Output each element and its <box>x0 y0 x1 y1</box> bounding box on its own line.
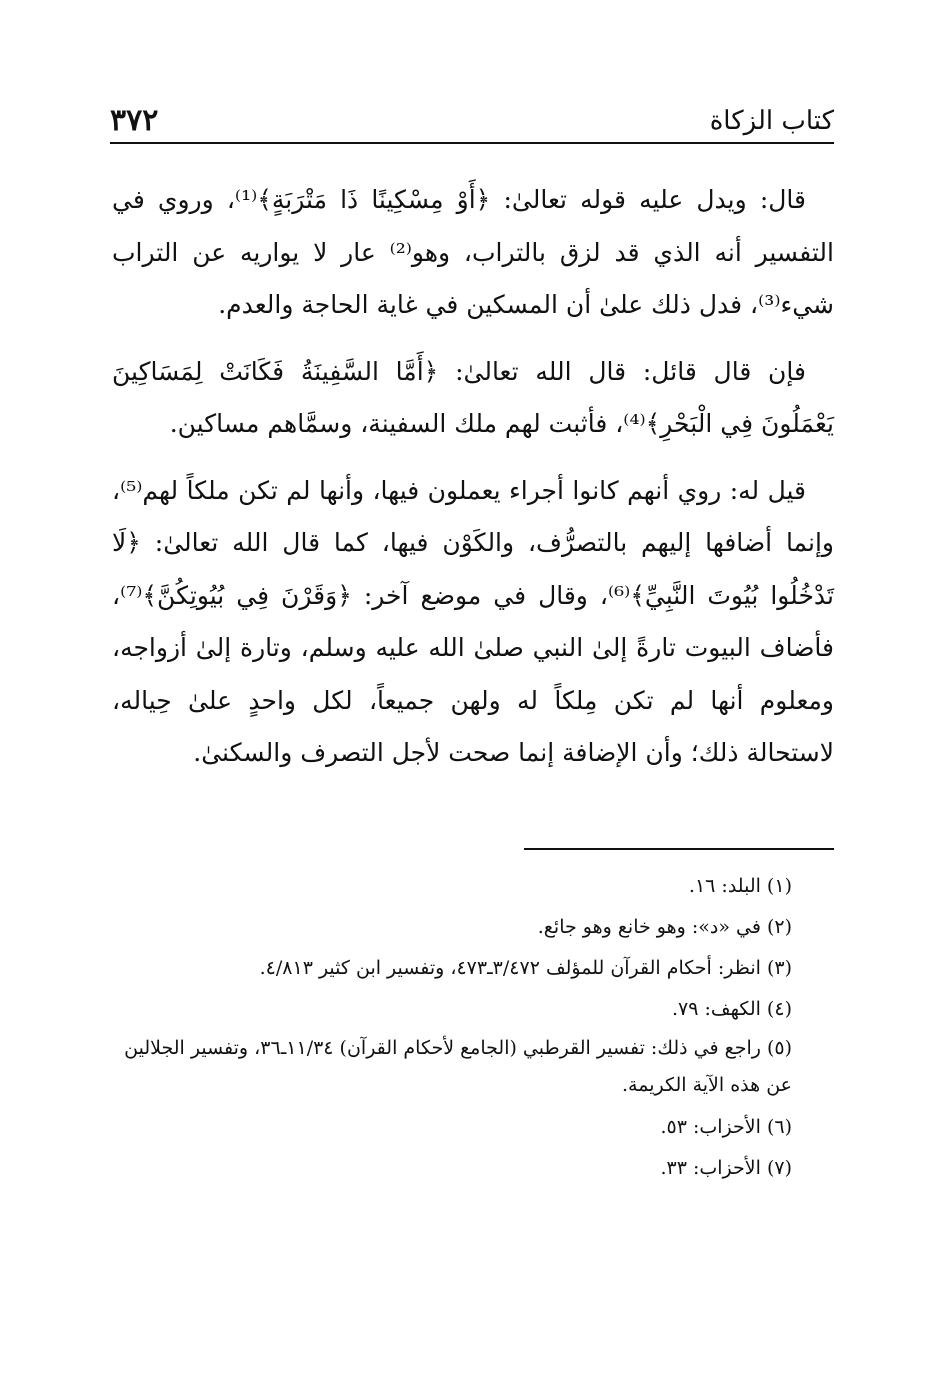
paragraph: قيل له: روي أنهم كانوا أجراء يعملون فيها، وأنها لم تكن ملكاً لهم⁽⁵⁾، وإنما أضافها إليهم بالتصرُّف، والكَوْن فيها، كما قال الله تعالىٰ: ﴿لَا تَدْخُلُوا بُيُوتَ النَّبِيِّ﴾⁽⁶⁾، وقال في موضع آخر: ﴿وَقَرْنَ فِي بُيُوتِكُنَّ﴾⁽⁷⁾، فأضاف البيوت تارةً إلىٰ النبي صلىٰ الله عليه وسلم، وتارة إلىٰ أزواجه، ومعلوم أنها لم تكن مِلكاً له ولهن جميعاً، لكل واحدٍ علىٰ حِياله، لاستحالة ذلك؛ وأن الإضافة إنما صحت لأجل التصرف والسكنىٰ. <box>112 475 834 767</box>
paragraph: فإن قال قائل: قال الله تعالىٰ: ﴿أَمَّا السَّفِينَةُ فَكَانَتْ لِمَسَاكِينَ يَعْمَلُونَ فِي الْبَحْرِ﴾⁽⁴⁾، فأثبت لهم ملك السفينة، وسمَّاهم مساكين. <box>112 356 834 438</box>
footnotes <box>118 866 832 1189</box>
chapter-title: كتاب الزكاة <box>709 106 834 136</box>
page-number: ٣٧٢ <box>110 103 159 138</box>
main-text <box>112 174 834 794</box>
footnote: (٢) في «د»: وهو خانع وهو جائع. <box>537 916 792 938</box>
footnote: (١) البلد: ١٦. <box>688 875 792 897</box>
footnote-divider <box>524 848 834 850</box>
footnote: (٧) الأحزاب: ٣٣. <box>660 1157 792 1179</box>
paragraph: قال: ويدل عليه قوله تعالىٰ: ﴿أَوْ مِسْكِينًا ذَا مَتْرَبَةٍ﴾⁽¹⁾، وروي في التفسير أنه الذي قد لزق بالتراب، وهو⁽²⁾ عار لا يواريه عن التراب شيء⁽³⁾، فدل ذلك علىٰ أن المسكين في غاية الحاجة والعدم. <box>112 185 834 319</box>
footnote: (٤) الكهف: ٧٩. <box>672 998 792 1020</box>
footnote: (٥) راجع في ذلك: تفسير القرطبي (الجامع لأحكام القرآن) ١١/٣٤ـ٣٦، وتفسير الجلالين عن هذه الآية الكريمة. <box>124 1037 792 1096</box>
footnote: (٣) انظر: أحكام القرآن للمؤلف ٣/٤٧٢ـ٤٧٣، وتفسير ابن كثير ٤/٨١٣. <box>259 957 792 979</box>
footnote: (٦) الأحزاب: ٥٣. <box>660 1116 792 1138</box>
page-header <box>110 92 834 144</box>
